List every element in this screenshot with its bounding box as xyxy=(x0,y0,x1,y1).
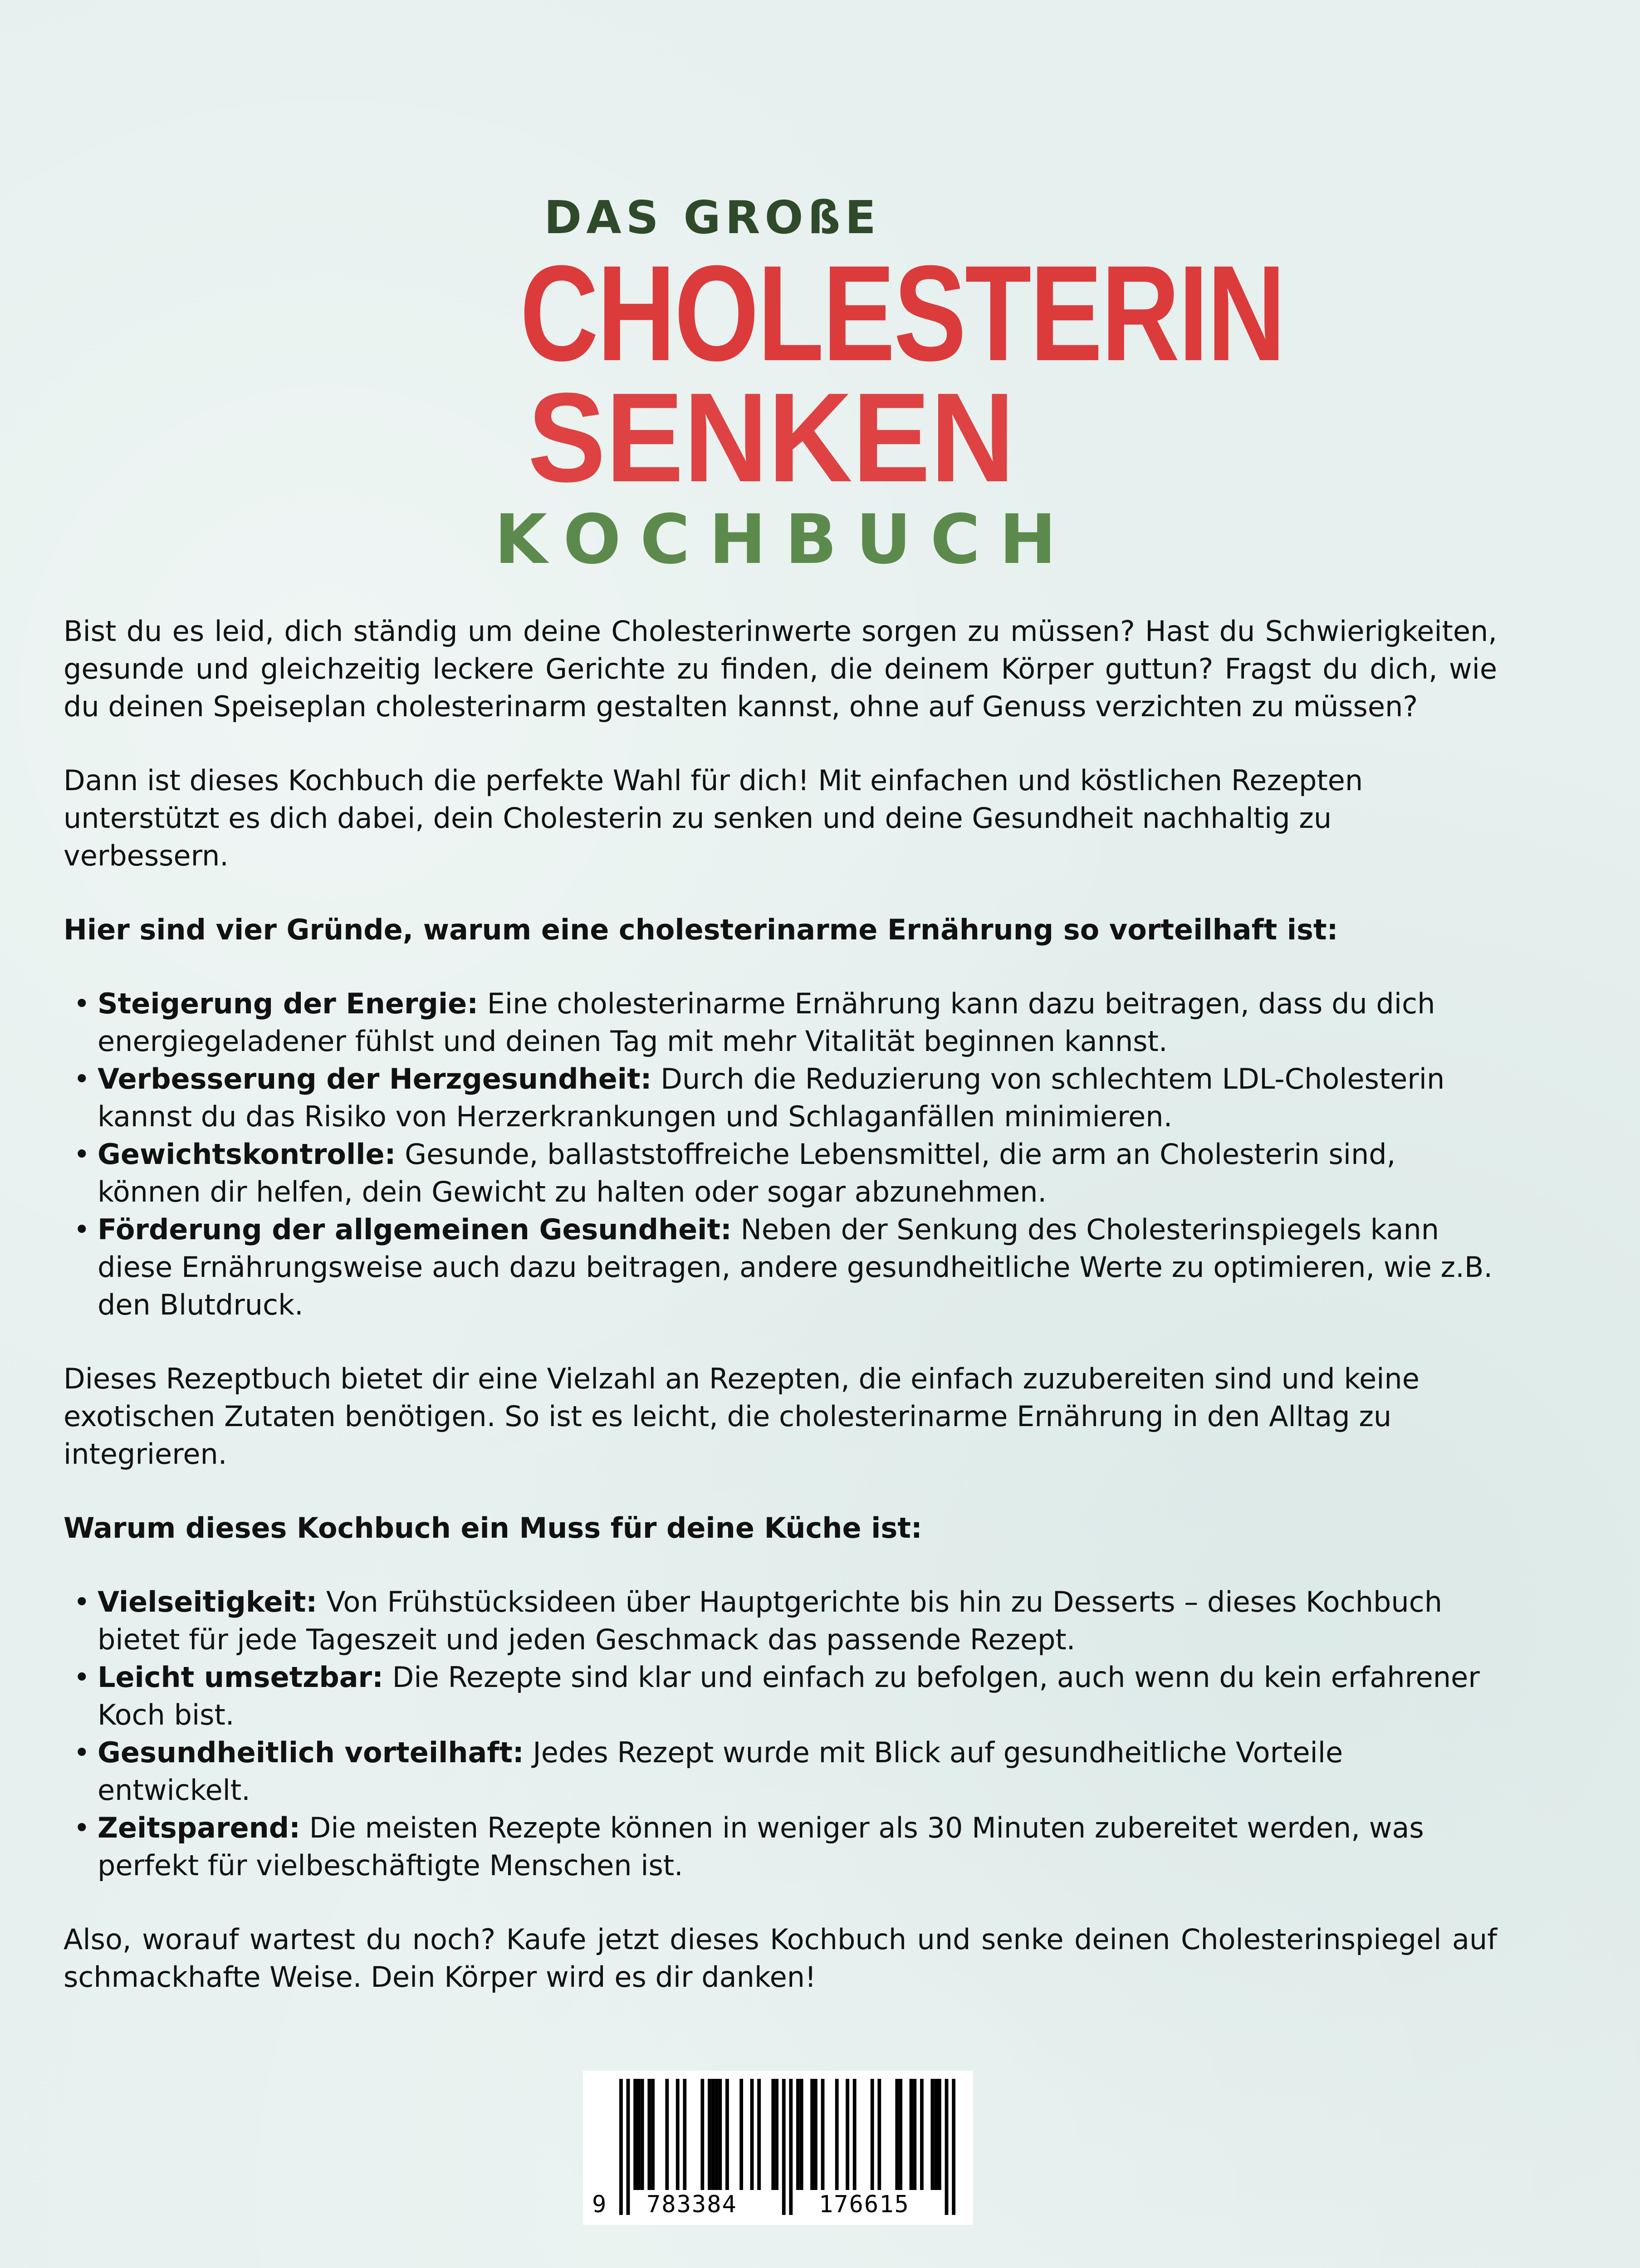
barcode-bar xyxy=(871,2079,874,2190)
list-item-label: Steigerung der Energie: xyxy=(98,987,479,1020)
barcode-bar xyxy=(945,2079,949,2215)
intro-paragraph-1: Bist du es leid, dich ständig um deine Cholesterinwerte sorgen zu müssen? Hast du Schwierigkeiten, gesunde und gleichzeitig leckere Gerichte zu finden, die deinem Körper guttun? Fragst du dich, wie du deinen Speiseplan cholesterinarm gestalten kannst, ohne auf Genuss verzichten zu müssen? xyxy=(64,615,1497,723)
barcode-bar xyxy=(895,2079,899,2190)
barcode-bar xyxy=(910,2079,913,2190)
barcode-bars xyxy=(583,2071,973,2225)
blurb-content xyxy=(64,612,1497,2032)
list-item-label: Leicht umsetzbar: xyxy=(98,1661,383,1694)
list-item xyxy=(64,1658,1497,1734)
list-item-text: Die Rezepte sind klar und einfach zu befolgen, auch wenn du kein erfahrener Koch bist. xyxy=(98,1661,1480,1731)
list-item-label: Vielseitigkeit: xyxy=(98,1585,318,1618)
barcode-bar xyxy=(775,2079,778,2190)
list-item-text: Eine cholesterinarme Ernährung kann dazu beitragen, dass du dich energiegeladener fühlst und deinen Tag mit mehr Vitalität beginnen kannst. xyxy=(98,987,1435,1058)
list-item xyxy=(64,1060,1497,1135)
list-item xyxy=(64,1734,1497,1809)
barcode-bar xyxy=(711,2079,715,2190)
barcode-bar xyxy=(952,2079,955,2215)
barcode-bar xyxy=(934,2079,938,2190)
barcode-bar xyxy=(846,2079,849,2190)
barcode-bar xyxy=(725,2079,729,2190)
benefits-heading: Warum dieses Kochbuch ein Muss für deine Küche ist: xyxy=(64,1511,922,1545)
barcode-bar xyxy=(800,2079,803,2190)
barcode-bar xyxy=(750,2079,754,2190)
barcode-bar xyxy=(853,2079,857,2190)
barcode-bar xyxy=(641,2079,644,2190)
barcode-bar xyxy=(676,2079,680,2190)
list-item-text: Die meisten Rezepte können in weniger als 30 Minuten zubereitet werden, was perfekt für vielbeschäftigte Menschen ist. xyxy=(98,1811,1424,1882)
reasons-list xyxy=(64,985,1497,1324)
barcode-bar xyxy=(619,2079,623,2215)
barcode-bar xyxy=(637,2079,641,2190)
barcode-bar xyxy=(633,2079,637,2190)
title-line-kochbuch: KOCHBUCH xyxy=(494,500,1076,579)
barcode-first-digit: 9 xyxy=(592,2191,607,2218)
barcode-bar xyxy=(627,2079,630,2215)
barcode-bar xyxy=(930,2079,934,2190)
barcode-bar xyxy=(739,2079,743,2190)
closing-paragraph: Also, worauf wartest du noch? Kaufe jetzt dieses Kochbuch und senke deinen Cholesterinspiegel auf schmackhafte Weise. Dein Körper wird es dir danken! xyxy=(64,1923,1497,1994)
barcode-bar xyxy=(814,2079,818,2190)
benefits-list xyxy=(64,1583,1497,1884)
barcode-bar xyxy=(796,2079,800,2190)
barcode-bar xyxy=(877,2079,881,2190)
barcode-bar xyxy=(651,2079,655,2190)
barcode-bar xyxy=(718,2079,722,2190)
list-item xyxy=(64,1809,1497,1884)
barcode-bar xyxy=(835,2079,839,2190)
list-item xyxy=(64,1135,1497,1211)
list-item xyxy=(64,1211,1497,1324)
list-item-label: Verbesserung der Herzgesundheit: xyxy=(98,1062,652,1095)
barcode-bar xyxy=(665,2079,669,2190)
list-item-label: Zeitsparend: xyxy=(98,1811,300,1844)
intro-paragraph-2: Dann ist dieses Kochbuch die perfekte Wahl für dich! Mit einfachen und köstlichen Rezepten unterstützt es dich dabei, dein Cholesterin zu senken und deine Gesundheit nachhaltig zu verbessern. xyxy=(64,764,1363,872)
title-line-cholesterin: CHOLESTERIN xyxy=(520,237,1284,389)
barcode-bar xyxy=(647,2079,651,2190)
list-item-text: Neben der Senkung des Cholesterinspiegels kann diese Ernährungsweise auch dazu beitragen, andere gesundheitliche Werte zu optimieren, wie z.B. den Blutdruck. xyxy=(98,1213,1493,1321)
list-item-label: Förderung der allgemeinen Gesundheit: xyxy=(98,1213,732,1246)
barcode-bar xyxy=(810,2079,814,2190)
barcode-left-digits: 783384 xyxy=(646,2191,737,2218)
list-item-text: Gesunde, ballaststoffreiche Lebensmittel, die arm an Cholesterin sind, können dir helfen, dein Gewicht zu halten oder sogar abzunehmen. xyxy=(98,1138,1396,1208)
barcode-bar xyxy=(920,2079,924,2190)
title-line-senken: SENKEN xyxy=(528,367,1015,508)
barcode-bar xyxy=(683,2079,686,2190)
list-item-text: Von Frühstücksideen über Hauptgerichte bis hin zu Desserts – dieses Kochbuch bietet für jede Tageszeit und jeden Geschmack das passende Rezept. xyxy=(98,1585,1443,1656)
book-title xyxy=(454,191,1284,579)
title-line-das-grosse: DAS GROßE xyxy=(544,191,881,244)
list-item-label: Gewichtskontrolle: xyxy=(98,1138,396,1171)
barcode-bar xyxy=(708,2079,711,2190)
barcode-bar xyxy=(789,2079,793,2215)
middle-paragraph: Dieses Rezeptbuch bietet dir eine Vielzahl an Rezepten, die einfach zuzubereiten sind und keine exotischen Zutaten benötigen. So ist es leicht, die cholesterinarme Ernährung in den Alltag zu integrieren. xyxy=(64,1362,1420,1471)
reasons-heading: Hier sind vier Gründe, warum eine cholesterinarme Ernährung so vorteilhaft ist: xyxy=(64,913,1338,946)
barcode-bar xyxy=(771,2079,775,2190)
list-item xyxy=(64,1583,1497,1658)
barcode-bar xyxy=(821,2079,825,2190)
list-item xyxy=(64,985,1497,1060)
barcode-bar xyxy=(757,2079,761,2190)
barcode-bar xyxy=(899,2079,902,2190)
barcode-bar xyxy=(782,2079,786,2215)
list-item-text: Jedes Rezept wurde mit Blick auf gesundheitliche Vorteile entwickelt. xyxy=(98,1736,1343,1807)
barcode-bar xyxy=(700,2079,704,2190)
barcode-bar xyxy=(913,2079,916,2190)
list-item-text: Durch die Reduzierung von schlechtem LDL-Cholesterin kannst du das Risiko von Herzerkrankungen und Schlaganfällen minimieren. xyxy=(98,1062,1445,1133)
barcode-bar xyxy=(938,2079,941,2190)
barcode-bar xyxy=(715,2079,719,2190)
isbn-barcode xyxy=(583,2071,973,2225)
list-item-label: Gesundheitlich vorteilhaft: xyxy=(98,1736,524,1769)
barcode-right-digits: 176615 xyxy=(819,2191,910,2218)
